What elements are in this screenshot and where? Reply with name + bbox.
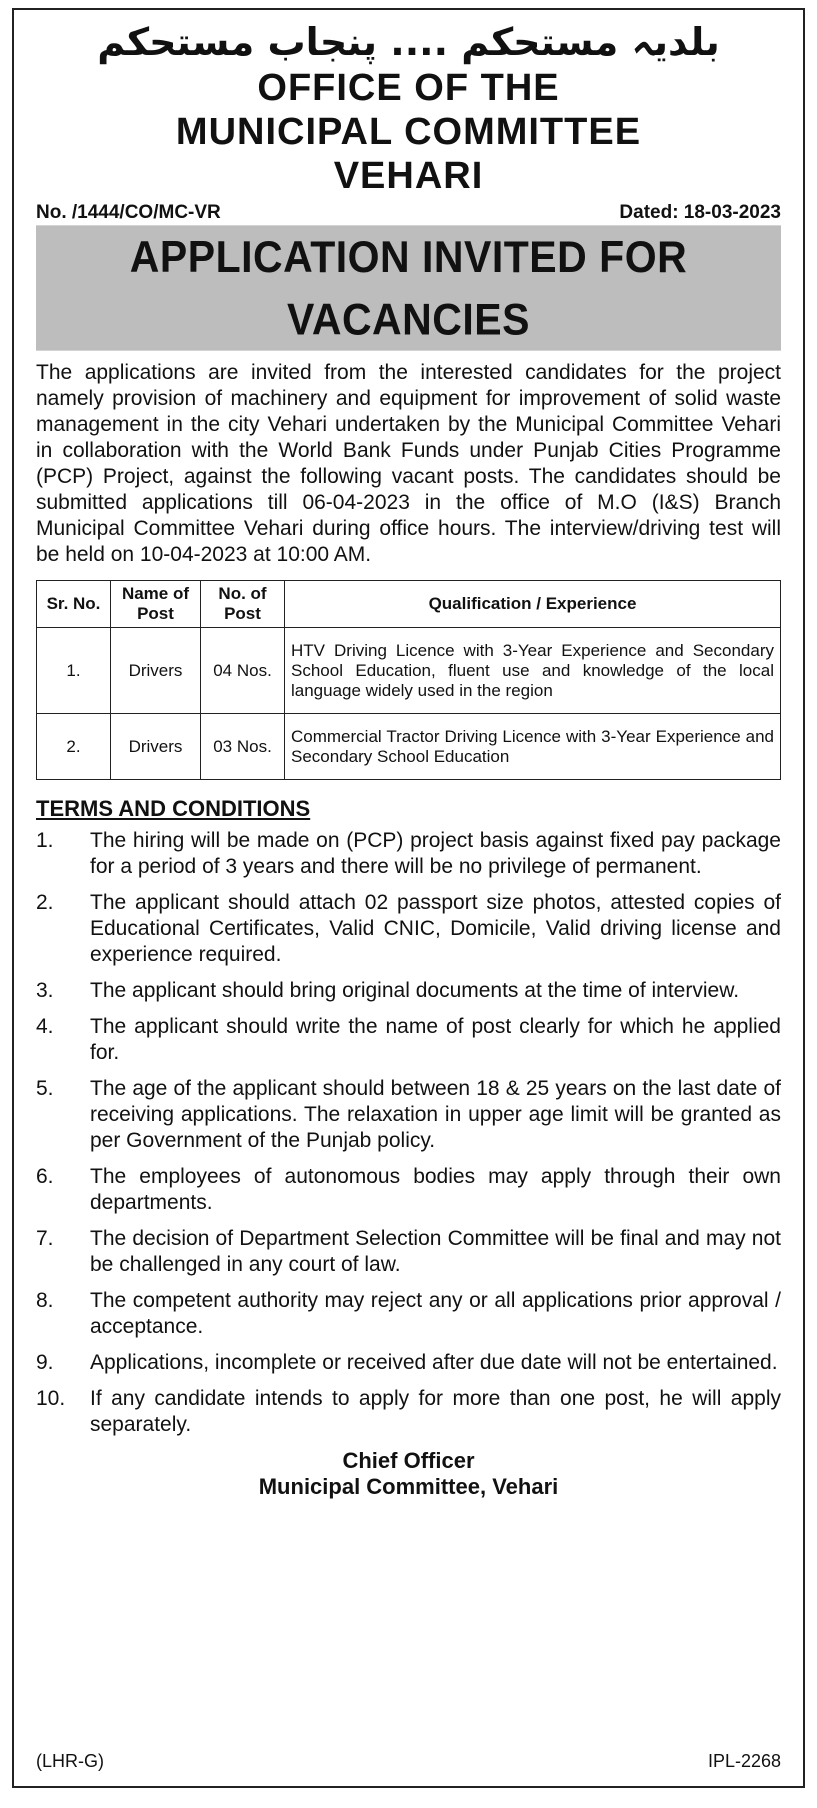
terms-title: TERMS AND CONDITIONS <box>36 796 311 821</box>
list-item <box>36 1014 781 1066</box>
footer-left-code: (LHR-G) <box>36 1751 104 1771</box>
term-number: 9. <box>36 1351 54 1374</box>
footer <box>36 1751 781 1772</box>
office-title <box>36 66 781 198</box>
signature-title: Chief Officer <box>342 1448 475 1473</box>
list-item <box>36 1164 781 1216</box>
cell-sr: 1. <box>37 628 111 714</box>
list-item <box>36 1288 781 1340</box>
term-text: The applicant should write the name of post clearly for which he applied for. <box>90 1015 781 1064</box>
signature-block <box>36 1448 781 1500</box>
cell-name: Drivers <box>111 714 201 780</box>
table-header-row <box>37 581 781 628</box>
term-text: The applicant should attach 02 passport size photos, attested copies of Educational Certificates, Valid CNIC, Domicile, Valid driving license and experience required. <box>90 891 781 966</box>
reference-row <box>36 202 781 224</box>
cell-count: 04 Nos. <box>201 628 285 714</box>
cell-name: Drivers <box>111 628 201 714</box>
signature-office: Municipal Committee, Vehari <box>258 1474 559 1499</box>
date-label: Dated: 18-03-2023 <box>619 202 781 223</box>
list-item <box>36 1386 781 1438</box>
advertisement-page <box>12 8 805 1788</box>
cell-qualification: Commercial Tractor Driving Licence with 3-Year Experience and Secondary School Education <box>285 714 781 780</box>
term-number: 8. <box>36 1289 54 1312</box>
list-item <box>36 828 781 880</box>
table-row <box>37 714 781 780</box>
term-text: The decision of Department Selection Committee will be final and may not be challenged in any court of law. <box>90 1227 781 1276</box>
vacancy-table <box>36 580 781 780</box>
footer-right-code: IPL-2268 <box>707 1751 781 1771</box>
term-text: If any candidate intends to apply for more than one post, he will apply separately. <box>90 1387 781 1436</box>
office-title-line3: VEHARI <box>333 155 484 197</box>
office-title-line2: MUNICIPAL COMMITTEE <box>175 111 642 153</box>
col-header-count: No. of Post <box>201 581 285 628</box>
table-row <box>37 628 781 714</box>
cell-qualification: HTV Driving Licence with 3-Year Experience and Secondary School Education, fluent use and knowledge of the local language widely used in the region <box>285 628 781 714</box>
term-text: Applications, incomplete or received after due date will not be entertained. <box>90 1351 778 1374</box>
list-item <box>36 890 781 968</box>
reference-number: No. /1444/CO/MC-VR <box>36 202 221 223</box>
list-item <box>36 978 781 1004</box>
vacancy-banner: APPLICATION INVITED FOR VACANCIES <box>36 225 781 350</box>
term-number: 1. <box>36 829 54 852</box>
list-item <box>36 1350 781 1376</box>
term-number: 3. <box>36 979 54 1002</box>
term-number: 10. <box>36 1387 66 1410</box>
term-number: 5. <box>36 1077 54 1100</box>
term-text: The competent authority may reject any or all applications prior approval / acceptance. <box>90 1289 781 1338</box>
list-item <box>36 1076 781 1154</box>
cell-count: 03 Nos. <box>201 714 285 780</box>
term-number: 6. <box>36 1165 54 1188</box>
col-header-name: Name of Post <box>111 581 201 628</box>
list-item <box>36 1226 781 1278</box>
col-header-qualification: Qualification / Experience <box>285 581 781 628</box>
term-number: 7. <box>36 1227 54 1250</box>
term-text: The hiring will be made on (PCP) project basis against fixed pay package for a period of 3 years and there will be no privilege of permanent. <box>90 829 781 878</box>
terms-list <box>36 828 781 1438</box>
intro-paragraph: The applications are invited from the interested candidates for the project namely provision of machinery and equipment for improvement of solid waste management in the city Vehari undertaken by the Municipal Committee Vehari in collaboration with the World Bank Funds under Punjab Cities Programme (PCP) Project, against the following vacant posts. The candidates should be submitted applications till 06-04-2023 in the office of M.O (I&S) Branch Municipal Committee Vehari during office hours. The interview/driving test will be held on 10-04-2023 at 10:00 AM. <box>36 361 781 566</box>
term-text: The age of the applicant should between 18 & 25 years on the last date of receiving applications. The relaxation in upper age limit will be granted as per Government of the Punjab policy. <box>90 1077 781 1152</box>
term-text: The applicant should bring original documents at the time of interview. <box>90 979 740 1002</box>
office-title-line1: OFFICE OF THE <box>257 67 560 109</box>
col-header-sr: Sr. No. <box>37 581 111 628</box>
cell-sr: 2. <box>37 714 111 780</box>
term-text: The employees of autonomous bodies may apply through their own departments. <box>90 1165 781 1214</box>
urdu-slogan: بلدیہ مستحکم .... پنجاب مستحکم <box>97 20 720 64</box>
term-number: 2. <box>36 891 54 914</box>
term-number: 4. <box>36 1015 54 1038</box>
